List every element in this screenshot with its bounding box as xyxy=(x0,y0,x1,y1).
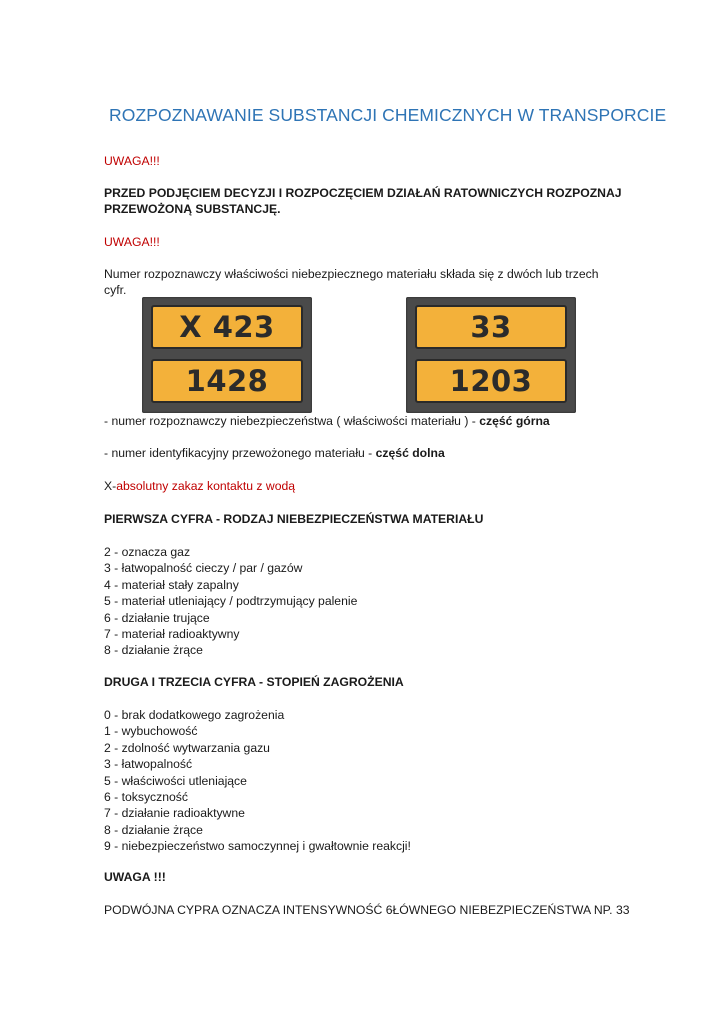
upper-part-description xyxy=(104,414,550,428)
first-digit-list xyxy=(104,544,357,659)
list-item: 2 - zdolność wytwarzania gazu xyxy=(104,740,270,755)
second-digit-heading: DRUGA I TRZECIA CYFRA - STOPIEŃ ZAGROŻENIA xyxy=(104,675,404,689)
hazard-plate-1 xyxy=(142,297,312,413)
hazard-plate-2-top-number: 33 xyxy=(415,305,567,349)
upper-part-text: - numer rozpoznawczy niebezpieczeństwa ( właściwości materiału ) - xyxy=(104,414,480,428)
list-item: 6 - toksyczność xyxy=(104,790,188,805)
lower-part-description xyxy=(104,446,445,460)
upper-part-strong: część górna xyxy=(479,414,550,428)
warning-label-1: UWAGA!!! xyxy=(104,154,160,168)
second-digit-list xyxy=(104,707,411,855)
lower-part-strong: część dolna xyxy=(375,446,445,460)
list-item: 6 - działanie trujące xyxy=(104,610,210,625)
page-title: ROZPOZNAWANIE SUBSTANCJI CHEMICZNYCH W TRANSPORCIE xyxy=(109,105,667,125)
x-meaning-text: absolutny zakaz kontaktu z wodą xyxy=(116,479,296,493)
lower-part-text: - numer identyfikacyjny przewożonego materiału - xyxy=(104,446,376,460)
x-prefix: X- xyxy=(104,479,117,493)
list-item: 3 - łatwopalność cieczy / par / gazów xyxy=(104,561,303,576)
hazard-plate-1-bottom-number: 1428 xyxy=(151,359,303,403)
list-item: 5 - materiał utleniający / podtrzymujący palenie xyxy=(104,594,358,609)
list-item: 9 - niebezpieczeństwo samoczynnej i gwałtownie reakcji! xyxy=(104,839,411,854)
list-item: 1 - wybuchowość xyxy=(104,724,198,739)
intro-line-1: Numer rozpoznawczy właściwości niebezpiecznego materiału składa się z dwóch lub trzech xyxy=(104,267,599,281)
list-item: 2 - oznacza gaz xyxy=(104,545,191,559)
list-item: 0 - brak dodatkowego zagrożenia xyxy=(104,708,285,722)
list-item: 4 - materiał stały zapalny xyxy=(104,577,239,592)
x-meaning xyxy=(104,479,295,493)
hazard-plate-2-bottom-number: 1203 xyxy=(415,359,567,403)
hazard-plate-2 xyxy=(406,297,576,413)
instruction-line-2: PRZEWOŻONĄ SUBSTANCJĘ. xyxy=(104,202,281,216)
warning-label-3: UWAGA !!! xyxy=(104,870,166,884)
list-item: 8 - działanie żrące xyxy=(104,822,203,837)
instruction-line-1: PRZED PODJĘCIEM DECYZJI I ROZPOCZĘCIEM DZIAŁAŃ RATOWNICZYCH ROZPOZNAJ xyxy=(104,186,622,200)
warning-label-2: UWAGA!!! xyxy=(104,235,160,249)
list-item: 8 - działanie żrące xyxy=(104,643,203,658)
intro-line-2: cyfr. xyxy=(104,283,127,297)
list-item: 7 - materiał radioaktywny xyxy=(104,627,240,642)
list-item: 5 - właściwości utleniające xyxy=(104,773,247,788)
list-item: 3 - łatwopalność xyxy=(104,757,193,772)
list-item: 7 - działanie radioaktywne xyxy=(104,806,245,821)
footer-note: PODWÓJNA CYPRA OZNACZA INTENSYWNOŚĆ 6ŁÓWNEGO NIEBEZPIECZEŃSTWA NP. 33 xyxy=(104,903,630,917)
first-digit-heading: PIERWSZA CYFRA - RODZAJ NIEBEZPIECZEŃSTWA MATERIAŁU xyxy=(104,512,484,526)
hazard-plate-1-top-number: X 423 xyxy=(151,305,303,349)
